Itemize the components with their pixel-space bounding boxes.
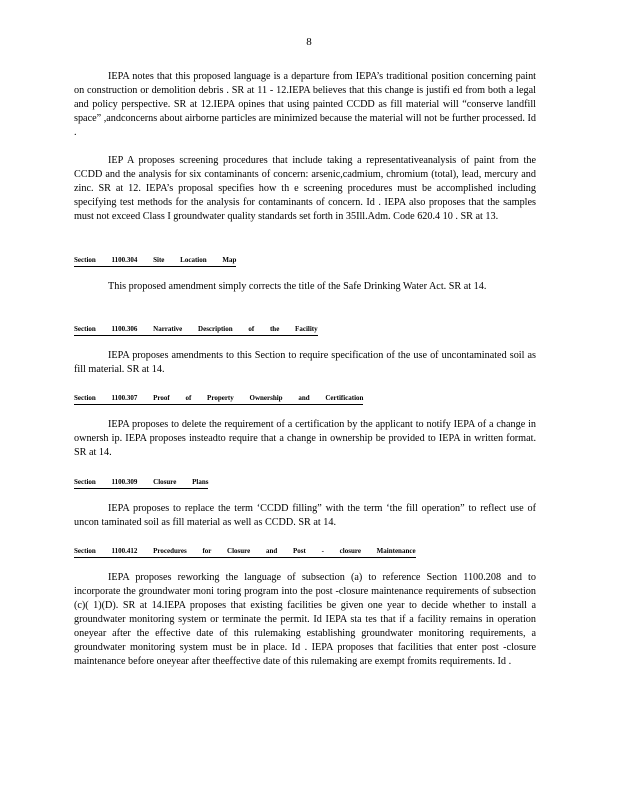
paragraph-screening-procedures: IEP A proposes screening procedures that include taking a representativeanalysis of paint from the CCDD and the analysis for six contaminants of concern: arsenic,cadmium, chromium (total), lead, mercury and zinc. SR at 12. IEPA’s proposal specifies how th e screening procedures must be accomplished including specifying test methods for the analysis for contaminants of concern. Id . IEPA also proposes that the samples must not exceed Class I groundwater quality standards set forth in 35Ill.Adm. Code 620.4 10 . SR at 13.	[74, 155, 536, 222]
paragraph-narrative-description: IEPA proposes amendments to this Section to require specification of the use of uncontaminated soil as fill material. SR at 14.	[74, 350, 536, 375]
paragraph-closure-procedures: IEPA proposes reworking the language of subsection (a) to reference Section 1100.208 and to incorporate the groundwater moni toring program into the post -closure maintenance requirements of subsection (c)( 1)(D). SR at 14.IEPA proposes that existing facilities be given one year to decide whether to install a groundwater monitoring system or terminate the permit. Id IEPA sta tes that if a facility remains in operation oneyear after the effective date of this rulemaking establishing groundwater monitoring requirements, a groundwater monitoring system must be in place. Id . IEPA proposes that facilities that enter post -closure maintenance before oneyear after theeffective date of this rulemaking are exempt fromits requirements. Id .	[74, 572, 536, 667]
section-heading-1100-309: Section 1100.309 Closure Plans	[74, 478, 208, 489]
page-number: 8	[306, 36, 312, 48]
section-heading-1100-306: Section 1100.306 Narrative Description of the Facility	[74, 325, 318, 336]
paragraph-proof-of-ownership: IEPA proposes to delete the requirement of a certification by the applicant to notify IEPA of a change in ownersh ip. IEPA proposes insteadto require that a change in ownership be provided to IEPA in written format. SR at 14.	[74, 419, 536, 458]
section-heading-1100-307: Section 1100.307 Proof of Property Ownership and Certification	[74, 394, 363, 405]
paragraph-closure-plans: IEPA proposes to replace the term ‘CCDD filling” with the term ‘the fill operation” to reflect use of uncon taminated soil as fill material as well as CCDD. SR at 14.	[74, 503, 536, 528]
section-heading-1100-412: Section 1100.412 Procedures for Closure and Post - closure Maintenance	[74, 547, 416, 558]
paragraph-paint-debris: IEPA notes that this proposed language is a departure from IEPA’s traditional position concerning paint on construction or demolition debris . SR at 11 - 12.IEPA believes that this change is justifi ed from both a legal and policy perspective. SR at 12.IEPA opines that using painted CCDD as fill material will “conserve landfill space” ,andconcerns about airborne particles are minimized because the material will not be further processed. Id .	[74, 71, 536, 138]
paragraph-site-location-map: This proposed amendment simply corrects the title of the Safe Drinking Water Act. SR at 14.	[108, 281, 487, 292]
section-heading-1100-304: Section 1100.304 Site Location Map	[74, 256, 236, 267]
